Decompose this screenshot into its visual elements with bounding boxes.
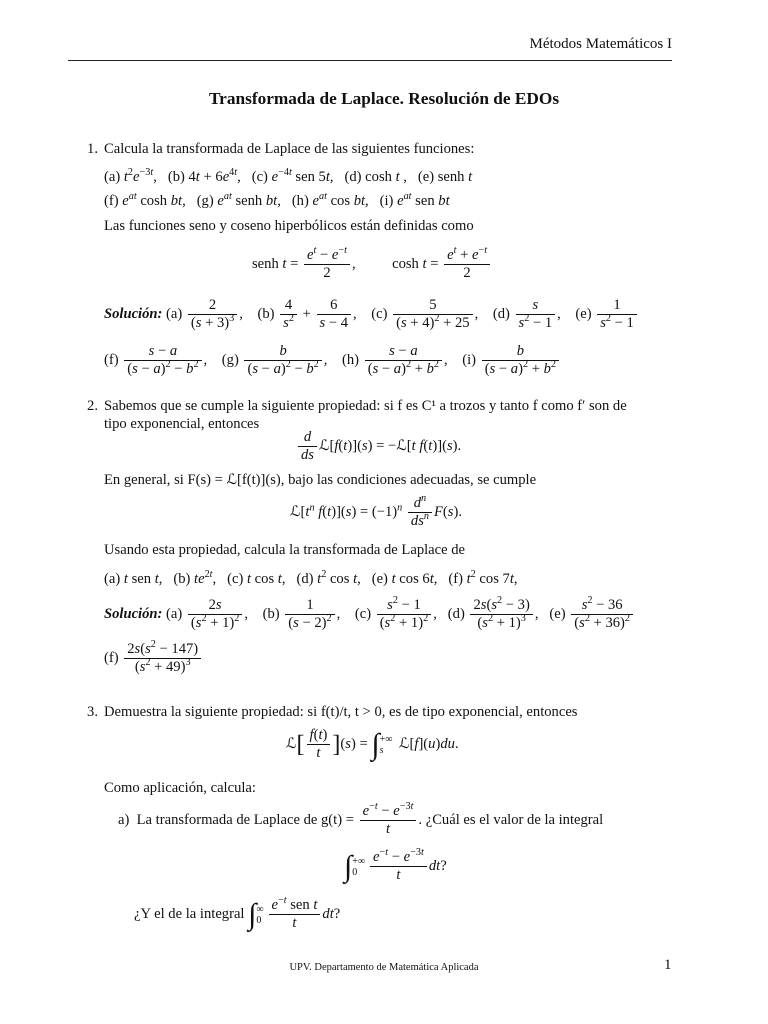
- problem-2-usage: Usando esta propiedad, calcula la transformada de Laplace de: [104, 542, 466, 558]
- problem-1-solution-row2: (f) $\frac{s - a}{(s - a)^2 - b^2}$ , (g) $\frac{b}{(s - a)^2 - b^2}$ , (h) $\frac{s - a}{(s - a)^2 + b^2}$ , (i) $\frac{b}{(s - a)^2 + b^2}$: [104, 344, 561, 378]
- derivative-property: $\frac{d}{ds}$ ℒ[f(t)](s) = −ℒ[t f(t)](s).: [296, 430, 461, 464]
- problem-2-general: En general, si F(s) = ℒ[f(t)](s), bajo las condiciones adecuadas, se cumple: [104, 472, 537, 488]
- document-title: Transformada de Laplace. Resolución de EDOs: [208, 89, 560, 108]
- header-rule: [68, 60, 672, 61]
- problem-2-intro-line2: tipo exponencial, entonces: [104, 416, 260, 432]
- problem-3-part-a: a) La transformada de Laplace de g(t) = $\frac{e^{-t} - e^{-3t}}{t}$ . ¿Cuál es el valor de la integral: [118, 801, 604, 838]
- problem-2-number: 2.: [87, 398, 98, 414]
- problem-2-solution-label: Solución:: [104, 606, 163, 623]
- part-a-q2-text: ¿Y el de la integral: [134, 906, 245, 923]
- general-property: $ℒ[t^n$ $f(t)](s) = (-1)^n$ $\frac{d^n}{ds^n}$ F(s).: [290, 493, 462, 530]
- problem-1-functions-row1: (a) $t^2e^{-3t}$, (b) $4t + 6e^{4t}$, (c) $e^{-4t}$ sen 5t, (d) cosh t , (e) senh t: [104, 167, 473, 185]
- integral-question-2: ¿Y el de la integral ∫ ∞ 0 $\frac{e^{-t} sen t}{t}$ dt?: [134, 895, 341, 932]
- problem-3-application: Como aplicación, calcula:: [104, 780, 256, 796]
- problem-2-functions: (a) t sen t, (b) $te^{2t}$, (c) t cos t, (d) $t^2$ cos t, (e) t cos 6t, (f) $t^2$ cos 7t,: [104, 569, 518, 587]
- problem-3-intro: Demuestra la siguiente propiedad: si f(t)/t, t > 0, es de tipo exponencial, entonces: [104, 704, 578, 720]
- page-number: 1: [664, 957, 672, 973]
- part-a-text: La transformada de Laplace de g(t) =: [136, 812, 354, 829]
- problem-3-number: 3.: [87, 704, 98, 720]
- problem-2-intro-line1: Sabemos que se cumple la siguiente propiedad: si f es C¹ a trozos y tanto f como f′ son de: [104, 398, 627, 414]
- running-header: Métodos Matemáticos I: [529, 36, 672, 52]
- problem-1-number: 1.: [87, 141, 98, 157]
- problem-1-functions-row2: (f) $e^{at}$ cosh bt, (g) $e^{at}$ senh bt, (h) $e^{at}$ cos bt, (i) $e^{at}$ sen bt: [104, 191, 450, 209]
- problem-2-solution-row2: (f) $\frac{2s(s^2 - 147)}{(s^2 + 49)^3}$: [104, 642, 203, 676]
- problem-1-solution-row1: Solución: (a) $\frac{2}{(s + 3)^3}$ , (b) $\frac{4}{s^2}$ + $\frac{6}{s - 4}$ , (c) $\frac{5}{(s + 4)^2 + 25}$ , (d) $\frac{s}{s^2 - 1}$ , (e) $\frac{1}{s^2 - 1}$: [104, 298, 639, 332]
- integral-question-1: ∫ +∞ 0 $\frac{e^{-t} - e^{-3t}}{t}$ dt?: [344, 847, 447, 884]
- hyperbolic-definitions: senh t = $\frac{e^t - e^{-t}}{2}$ , cosh t = $\frac{e^t + e^{-t}}{2}$: [252, 248, 492, 282]
- problem-1-intro: Calcula la transformada de Laplace de las siguientes funciones:: [104, 141, 475, 157]
- problem-1-hyperbolic-note: Las funciones seno y coseno hiperbólicos están definidas como: [104, 218, 474, 234]
- problem-1-solution-label: Solución:: [104, 306, 163, 323]
- integral-property: ℒ[ $\frac{f(t)}{t}$ ](s) = ∫ +∞ s ℒ[f](u)du.: [286, 727, 459, 762]
- part-a-label: a): [118, 812, 130, 829]
- part-a-question: . ¿Cuál es el valor de la integral: [418, 812, 604, 829]
- problem-2-solution-row1: Solución: (a) $\frac{2s}{(s^2 + 1)^2}$ , (b) $\frac{1}{(s - 2)^2}$ , (c) $\frac{s^2 - 1}{(s^2 + 1)^2}$ , (d) $\frac{2s(s^2 - 3)}{(s^2 + 1)^3}$ , (e) $\frac{s^2 - 36}{(s^2 + 36)^2}$: [104, 598, 635, 632]
- footer-department: UPV. Departamento de Matemática Aplicada: [289, 962, 479, 973]
